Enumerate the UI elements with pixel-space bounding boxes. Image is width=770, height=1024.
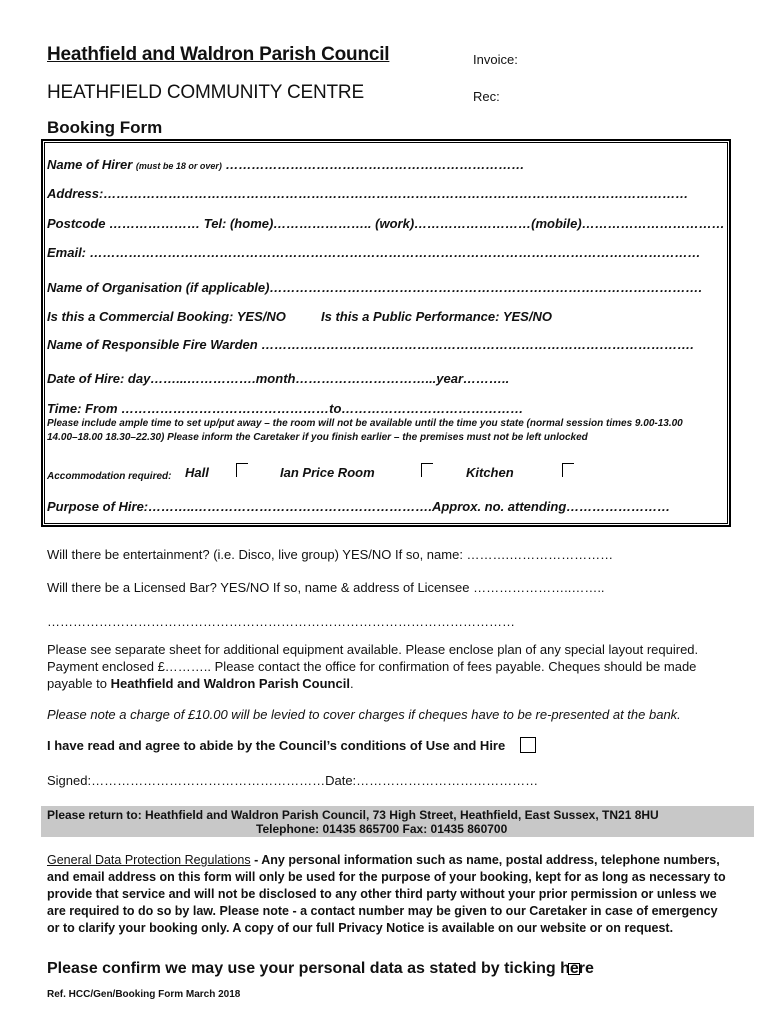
ian-price-room-checkbox[interactable] [421,463,433,477]
payable-council-name: Heathfield and Waldron Parish Council [110,676,350,691]
postcode-tel-field[interactable]: Postcode ………………… Tel: (home)………………….. (work)………………………(mobile)…………………………… [47,216,725,231]
kitchen-checkbox[interactable] [562,463,574,477]
centre-name: HEATHFIELD COMMUNITY CENTRE [47,82,364,103]
accommodation-label: Accommodation required: [47,471,172,482]
data-consent [47,960,594,978]
conditions-agreement [47,738,505,753]
accommodation-row [47,466,171,484]
return-phone-fax: Telephone: 01435 865700 Fax: 01435 860700 [256,822,508,836]
fire-warden-field[interactable]: Name of Responsible Fire Warden ………………………………………………………………………………………. [47,337,694,352]
invoice-label: Invoice: [473,52,518,67]
equipment-note-line1: Please see separate sheet for additional equipment available. Please enclose plan of any special layout required. [47,642,699,657]
address-field[interactable]: Address:……………………………………………………………………………………………………………………… [47,186,689,201]
organisation-field[interactable]: Name of Organisation (if applicable)………………………………………………………………………………………. [47,280,703,295]
public-performance-field[interactable]: Is this a Public Performance: YES/NO [321,309,552,324]
licensee-dots-line[interactable]: ……………………………………………………………………………………………… [47,614,515,629]
gdpr-notice [47,852,727,937]
hirer-label: Name of Hirer [47,157,133,172]
rec-label: Rec: [473,89,500,104]
gdpr-heading: General Data Protection Regulations [47,853,251,867]
time-note-line1: Please include ample time to set up/put away – the room will not be available until the time you state (normal session times 9.00-13.00 [47,418,683,429]
equipment-note-line2: Payment enclosed £……….. Please contact the office for confirmation of fees payable. Cheques should be made [47,659,697,674]
payable-prefix: payable to [47,676,111,691]
time-note-line2: 14.00–18.00 18.30–22.30) Please inform the Caretaker if you finish earlier – the premises must not be left unlocked [47,432,588,443]
time-field[interactable]: Time: From …………………………………………to…………………………………… [47,401,524,416]
purpose-attendance-field[interactable]: Purpose of Hire:………..……………………………………………….Approx. no. attending…………………… [47,499,671,514]
signed-date-line[interactable]: Signed:………………………………………………Date:…………………………………… [47,773,539,788]
council-title: Heathfield and Waldron Parish Council [47,44,390,65]
email-field[interactable]: Email: …………………………………………………………………………………………………………………………… [47,245,701,260]
agree-label: I have read and agree to abide by the Council’s conditions of Use and Hire [47,738,506,753]
room-kitchen-label: Kitchen [466,465,514,480]
return-address: Please return to: Heathfield and Waldron Parish Council, 73 High Street, Heathfield, East Sussex, TN21 8HU [47,808,659,822]
licensed-bar-question[interactable]: Will there be a Licensed Bar? YES/NO If so, name & address of Licensee …………………..…….. [47,580,605,595]
consent-label: Please confirm we may use your personal data as stated by ticking here [47,960,594,977]
payable-suffix: . [349,676,354,691]
entertainment-question[interactable]: Will there be entertainment? (i.e. Disco, live group) YES/NO If so, name: ……….…………………… [47,547,614,562]
hirer-age-note: (must be 18 or over) [135,161,222,171]
form-title: Booking Form [47,118,163,137]
room-hall-label: Hall [185,465,209,480]
date-of-hire-field[interactable]: Date of Hire: day……...…………….month…………………………...year……….. [47,371,510,386]
agree-checkbox[interactable] [520,737,536,753]
cheque-charge-note: Please note a charge of £10.00 will be levied to cover charges if cheques have to be re-presented at the bank. [47,707,681,722]
equipment-note-line3 [47,676,354,691]
hirer-dots: …………………………………………………………… [225,157,525,172]
consent-checkbox[interactable] [568,963,580,975]
commercial-booking-field[interactable]: Is this a Commercial Booking: YES/NO [47,309,286,324]
hall-checkbox[interactable] [236,463,248,477]
room-ian-price-label: Ian Price Room [280,465,375,480]
form-reference: Ref. HCC/Gen/Booking Form March 2018 [47,989,241,1000]
hirer-name-field[interactable] [47,157,525,172]
return-address-box [41,806,754,837]
gdpr-text: - Any personal information such as name, postal address, telephone numbers, and email address on this form will only be used for the purpose of your booking, kept for as long as necessary to provide that service and will not be disclosed to any other third party without your prior permission or unless we are required to do so by law. Please note - a contact number may be given to our Caretaker in case of emergency or to clarify your booking only. A copy of our full Privacy Notice is available on our website or on request. [47,853,726,935]
